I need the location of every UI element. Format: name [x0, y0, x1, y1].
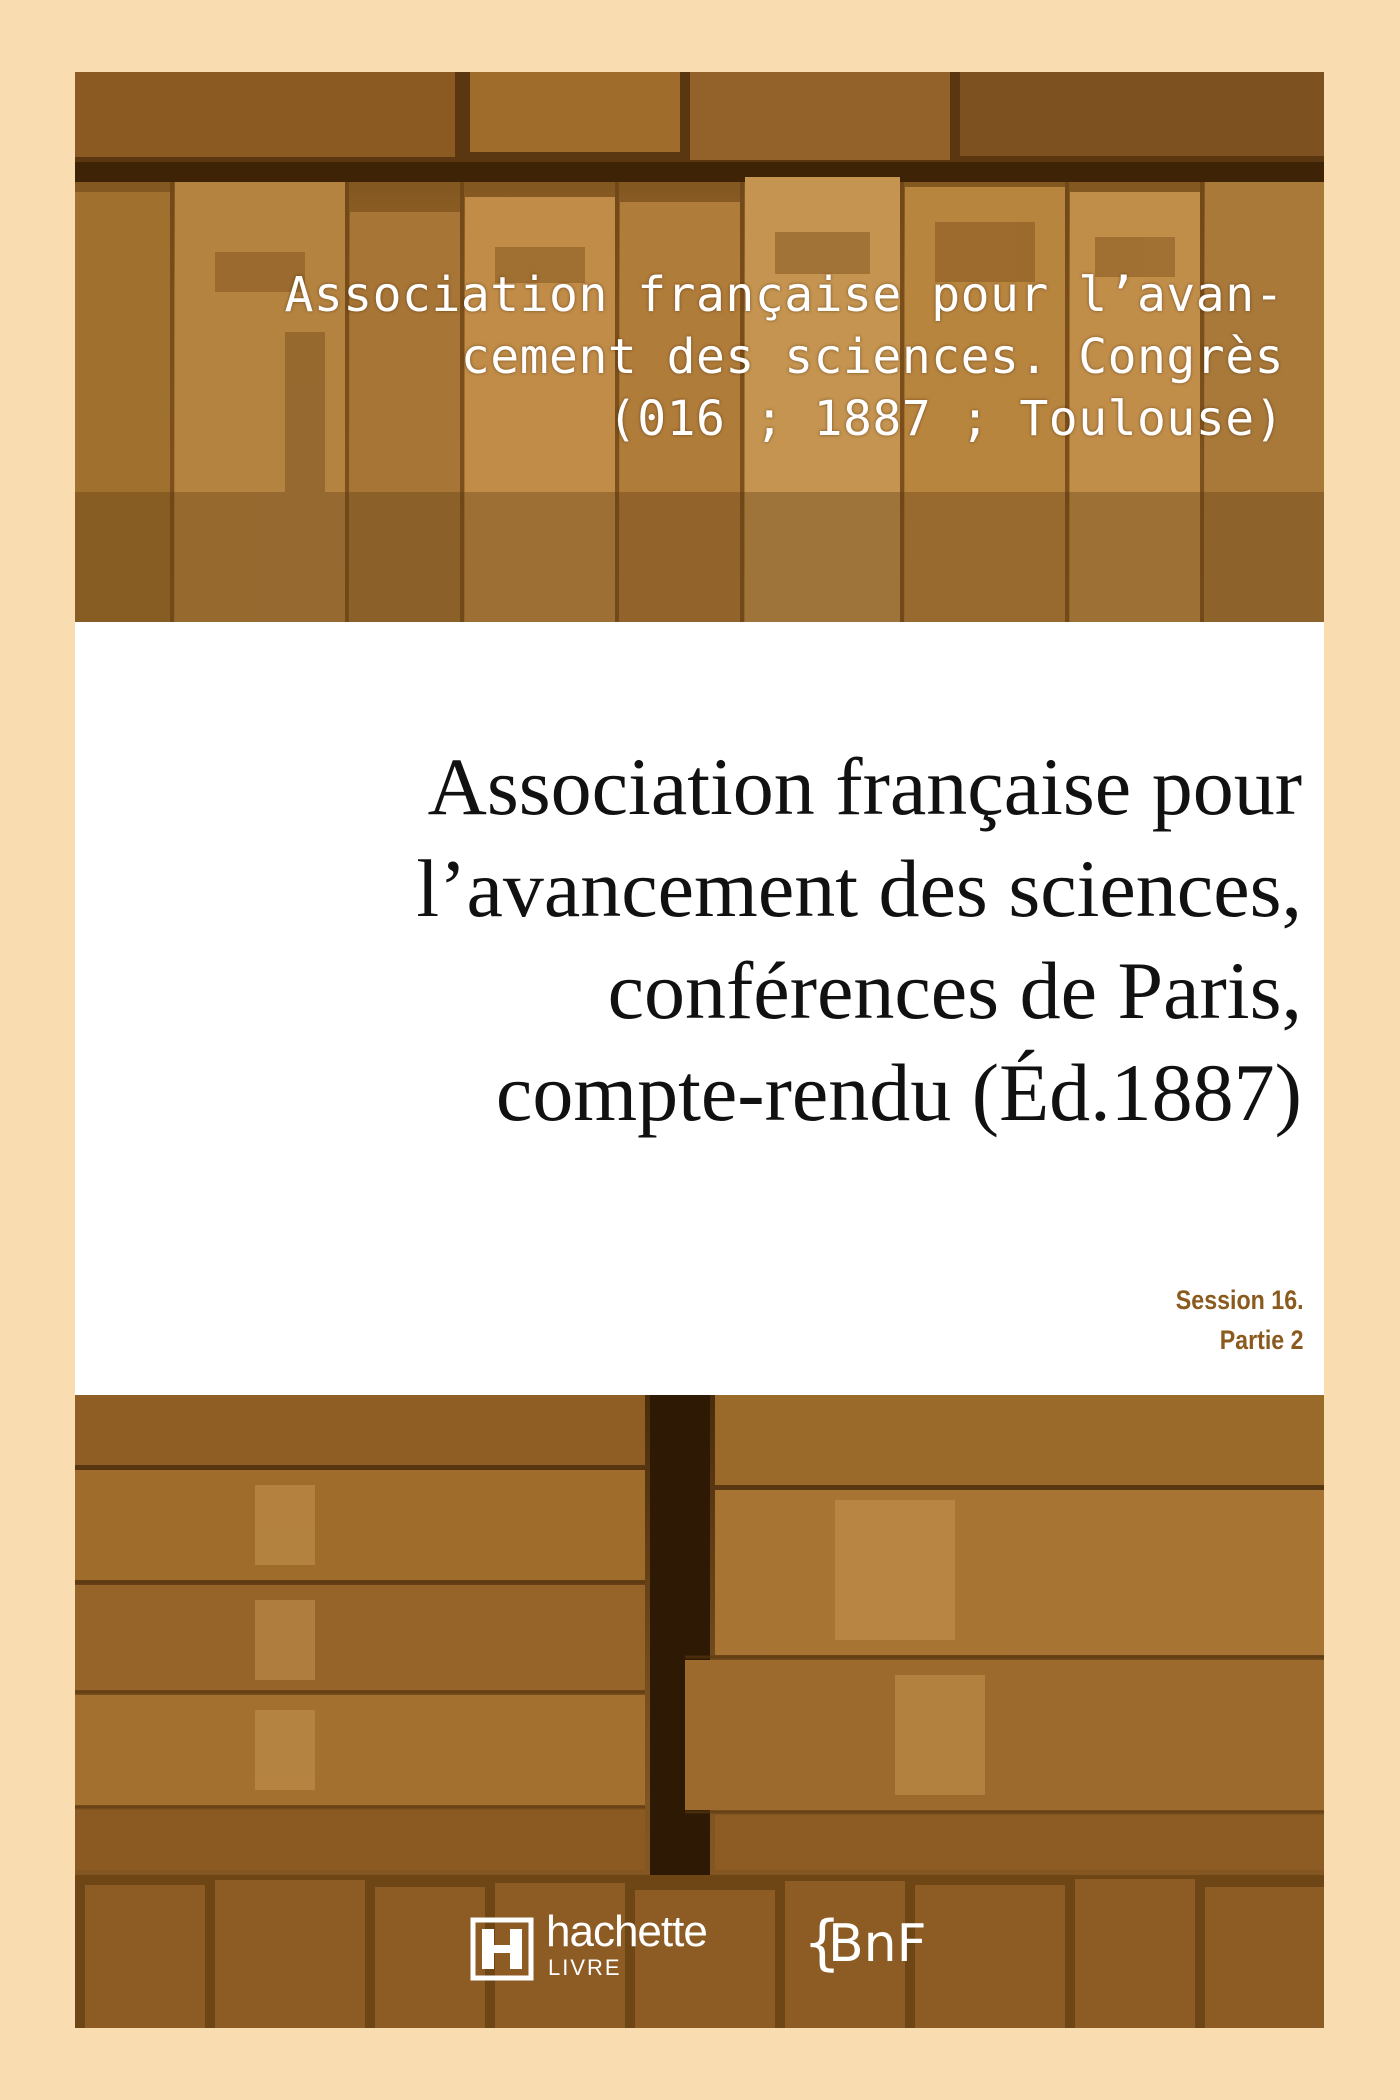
book-title	[102, 736, 1302, 1144]
bnf-brace-icon: {	[803, 1908, 842, 1978]
bnf-wordmark: BnF	[828, 1914, 927, 1974]
session-line-2: Partie 2	[1220, 1325, 1304, 1355]
title-line-4: compte-rendu (Éd.1887)	[495, 1047, 1302, 1138]
hachette-wordmark: hachette	[546, 1907, 707, 1956]
cover-photo-top	[75, 72, 1324, 622]
author-line-2: cement des sciences. Congrès	[460, 329, 1284, 385]
book-cover	[75, 72, 1324, 2028]
session-line-1: Session 16.	[1176, 1285, 1304, 1315]
session-label	[1176, 1280, 1304, 1360]
author-block	[104, 264, 1284, 450]
hachette-subtitle: LIVRE	[548, 1955, 622, 1980]
hachette-logo-icon	[470, 1917, 534, 1981]
author-line-1: Association française pour l’avan-	[284, 267, 1284, 323]
title-line-3: conférences de Paris,	[607, 945, 1302, 1036]
author-line-3: (016 ; 1887 ; Toulouse)	[607, 391, 1284, 447]
title-panel	[75, 622, 1324, 1395]
title-line-1: Association française pour	[427, 741, 1302, 832]
publisher-logos	[470, 1907, 1010, 1997]
title-line-2: l’avancement des sciences,	[416, 843, 1302, 934]
